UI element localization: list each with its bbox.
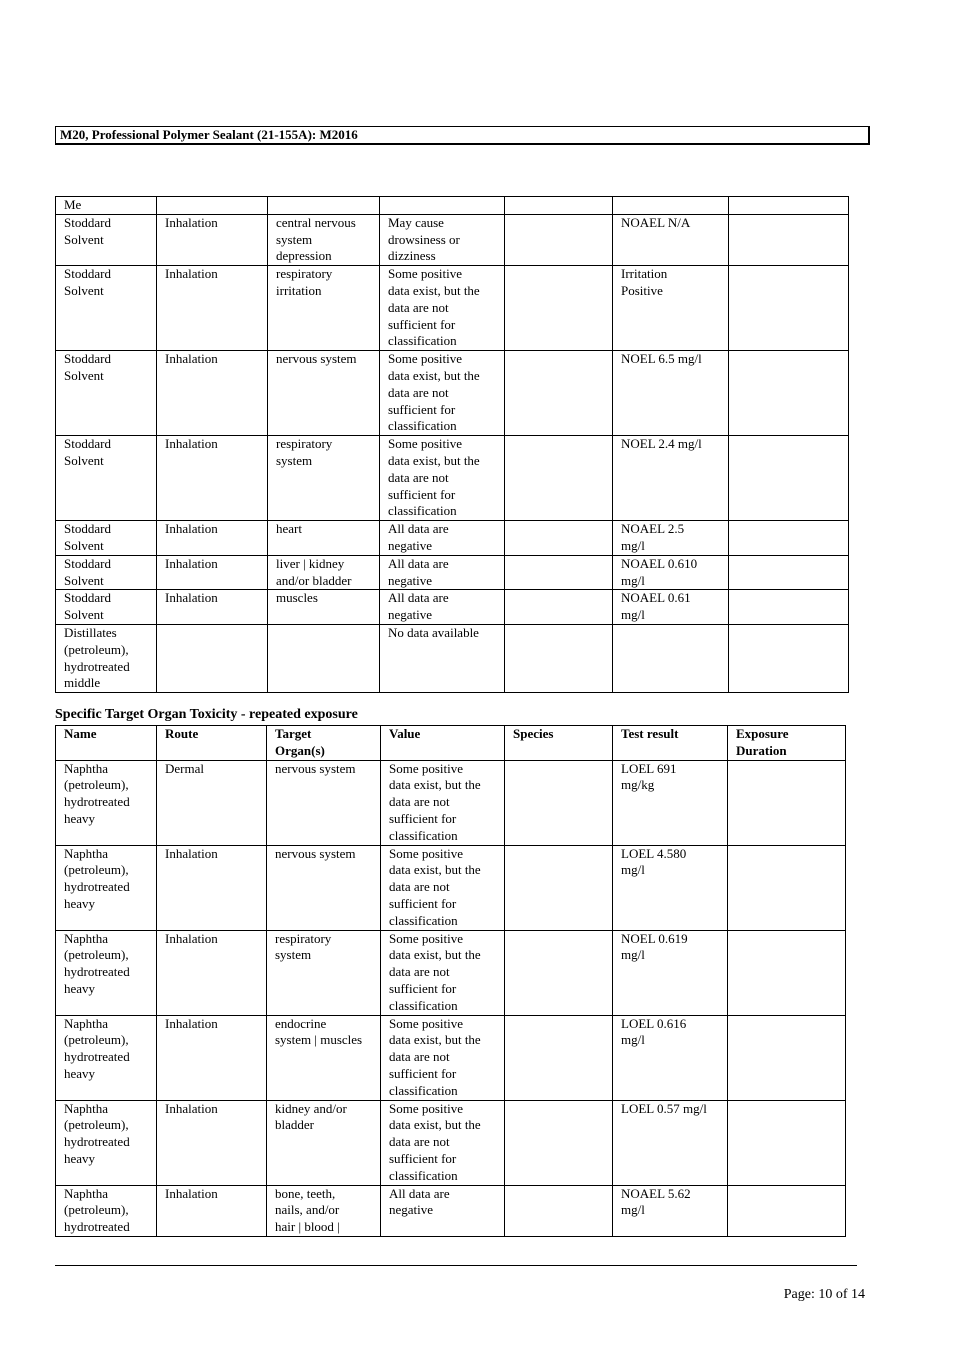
cell-name: Naphtha (petroleum), hydrotreated heavy bbox=[56, 1015, 157, 1100]
cell-exposure-duration bbox=[728, 845, 846, 930]
cell-target-organs: respiratory irritation bbox=[268, 266, 380, 351]
cell-route: Dermal bbox=[157, 760, 267, 845]
cell-test-result: LOEL 691 mg/kg bbox=[613, 760, 728, 845]
cell-value: Some positive data exist, but the data are not sufficient for classification bbox=[381, 845, 505, 930]
table-row bbox=[56, 590, 849, 625]
cell-name: Naphtha (petroleum), hydrotreated heavy bbox=[56, 760, 157, 845]
cell-value: Some positive data exist, but the data are not sufficient for classification bbox=[380, 351, 505, 436]
cell-name: Stoddard Solvent bbox=[56, 266, 157, 351]
cell-exposure-duration bbox=[729, 590, 849, 625]
cell-route: Inhalation bbox=[157, 930, 267, 1015]
cell-test-result: LOEL 0.616 mg/l bbox=[613, 1015, 728, 1100]
cell-test-result: NOAEL 2.5 mg/l bbox=[613, 521, 729, 556]
cell-species bbox=[505, 521, 613, 556]
cell-exposure-duration bbox=[729, 214, 849, 265]
table-header-row bbox=[56, 726, 846, 761]
cell-species bbox=[505, 555, 613, 590]
table-body bbox=[56, 760, 846, 1236]
cell-exposure-duration bbox=[729, 436, 849, 521]
cell-target-organs: bone, teeth, nails, and/or hair | blood | bbox=[267, 1185, 381, 1236]
header-route: Route bbox=[157, 726, 267, 761]
cell-route: Inhalation bbox=[157, 555, 268, 590]
cell-name: Naphtha (petroleum), hydrotreated bbox=[56, 1185, 157, 1236]
cell-target-organs: endocrine system | muscles bbox=[267, 1015, 381, 1100]
cell-species bbox=[505, 1185, 613, 1236]
cell-species bbox=[505, 760, 613, 845]
cell-route bbox=[157, 197, 268, 215]
cell-route: Inhalation bbox=[157, 1015, 267, 1100]
cell-species bbox=[505, 197, 613, 215]
cell-target-organs: respiratory system bbox=[268, 436, 380, 521]
cell-target-organs: kidney and/or bladder bbox=[267, 1100, 381, 1185]
cell-species bbox=[505, 436, 613, 521]
cell-test-result: NOEL 0.619 mg/l bbox=[613, 930, 728, 1015]
cell-target-organs bbox=[268, 197, 380, 215]
page-number: Page: 10 of 14 bbox=[783, 1287, 865, 1302]
cell-name: Stoddard Solvent bbox=[56, 214, 157, 265]
cell-route bbox=[157, 624, 268, 692]
cell-name: Stoddard Solvent bbox=[56, 436, 157, 521]
cell-name: Stoddard Solvent bbox=[56, 521, 157, 556]
cell-value: All data are negative bbox=[380, 555, 505, 590]
header-species: Species bbox=[505, 726, 613, 761]
cell-name: Naphtha (petroleum), hydrotreated heavy bbox=[56, 1100, 157, 1185]
cell-exposure-duration bbox=[729, 351, 849, 436]
cell-test-result: NOEL 2.4 mg/l bbox=[613, 436, 729, 521]
cell-exposure-duration bbox=[729, 266, 849, 351]
cell-value: May cause drowsiness or dizziness bbox=[380, 214, 505, 265]
table-body bbox=[56, 197, 849, 693]
cell-target-organs: nervous system bbox=[268, 351, 380, 436]
header-test-result: Test result bbox=[613, 726, 728, 761]
cell-species bbox=[505, 930, 613, 1015]
cell-target-organs: muscles bbox=[268, 590, 380, 625]
cell-exposure-duration bbox=[729, 521, 849, 556]
cell-species bbox=[505, 1015, 613, 1100]
table-row bbox=[56, 197, 849, 215]
table-row bbox=[56, 1100, 846, 1185]
cell-species bbox=[505, 845, 613, 930]
cell-exposure-duration bbox=[729, 624, 849, 692]
cell-name: Distillates (petroleum), hydrotreated middle bbox=[56, 624, 157, 692]
table-row bbox=[56, 555, 849, 590]
cell-species bbox=[505, 624, 613, 692]
cell-name: Naphtha (petroleum), hydrotreated heavy bbox=[56, 930, 157, 1015]
cell-value: All data are negative bbox=[380, 521, 505, 556]
cell-route: Inhalation bbox=[157, 1185, 267, 1236]
cell-test-result bbox=[613, 624, 729, 692]
cell-test-result: LOEL 4.580 mg/l bbox=[613, 845, 728, 930]
cell-route: Inhalation bbox=[157, 266, 268, 351]
table-row bbox=[56, 1185, 846, 1236]
table-row bbox=[56, 845, 846, 930]
cell-test-result bbox=[613, 197, 729, 215]
cell-route: Inhalation bbox=[157, 1100, 267, 1185]
cell-route: Inhalation bbox=[157, 521, 268, 556]
cell-value: Some positive data exist, but the data are not sufficient for classification bbox=[381, 1100, 505, 1185]
cell-value: Some positive data exist, but the data are not sufficient for classification bbox=[380, 266, 505, 351]
cell-exposure-duration bbox=[728, 1185, 846, 1236]
cell-name: Stoddard Solvent bbox=[56, 351, 157, 436]
cell-value: Some positive data exist, but the data are not sufficient for classification bbox=[380, 436, 505, 521]
cell-value: No data available bbox=[380, 624, 505, 692]
table-row bbox=[56, 521, 849, 556]
cell-value: Some positive data exist, but the data are not sufficient for classification bbox=[381, 1015, 505, 1100]
cell-value: All data are negative bbox=[381, 1185, 505, 1236]
cell-test-result: NOAEL 5.62 mg/l bbox=[613, 1185, 728, 1236]
section-title: Specific Target Organ Toxicity - repeated exposure bbox=[55, 707, 358, 722]
cell-exposure-duration bbox=[728, 1015, 846, 1100]
cell-target-organs: respiratory system bbox=[267, 930, 381, 1015]
header-value: Value bbox=[381, 726, 505, 761]
cell-target-organs bbox=[268, 624, 380, 692]
cell-test-result: NOAEL N/A bbox=[613, 214, 729, 265]
cell-test-result: Irritation Positive bbox=[613, 266, 729, 351]
cell-target-organs: heart bbox=[268, 521, 380, 556]
cell-name: Naphtha (petroleum), hydrotreated heavy bbox=[56, 845, 157, 930]
cell-route: Inhalation bbox=[157, 214, 268, 265]
cell-exposure-duration bbox=[728, 760, 846, 845]
cell-route: Inhalation bbox=[157, 351, 268, 436]
cell-name: Stoddard Solvent bbox=[56, 590, 157, 625]
table-row bbox=[56, 930, 846, 1015]
cell-value bbox=[380, 197, 505, 215]
cell-species bbox=[505, 351, 613, 436]
cell-route: Inhalation bbox=[157, 436, 268, 521]
cell-test-result: LOEL 0.57 mg/l bbox=[613, 1100, 728, 1185]
table-row bbox=[56, 214, 849, 265]
cell-exposure-duration bbox=[729, 197, 849, 215]
cell-value: Some positive data exist, but the data are not sufficient for classification bbox=[381, 760, 505, 845]
cell-exposure-duration bbox=[728, 1100, 846, 1185]
cell-target-organs: central nervous system depression bbox=[268, 214, 380, 265]
cell-species bbox=[505, 214, 613, 265]
cell-value: All data are negative bbox=[380, 590, 505, 625]
target-organ-toxicity-single-exposure-table-continued bbox=[55, 196, 849, 693]
cell-target-organs: nervous system bbox=[267, 845, 381, 930]
cell-species bbox=[505, 590, 613, 625]
header-name: Name bbox=[56, 726, 157, 761]
header-exposure-duration: Exposure Duration bbox=[728, 726, 846, 761]
cell-test-result: NOAEL 0.61 mg/l bbox=[613, 590, 729, 625]
table-row bbox=[56, 1015, 846, 1100]
cell-name: Me bbox=[56, 197, 157, 215]
cell-test-result: NOAEL 0.610 mg/l bbox=[613, 555, 729, 590]
table-row bbox=[56, 760, 846, 845]
table-row bbox=[56, 436, 849, 521]
cell-test-result: NOEL 6.5 mg/l bbox=[613, 351, 729, 436]
cell-species bbox=[505, 1100, 613, 1185]
document-header: M20, Professional Polymer Sealant (21-155A): M2016 bbox=[55, 126, 870, 145]
cell-value: Some positive data exist, but the data are not sufficient for classification bbox=[381, 930, 505, 1015]
cell-species bbox=[505, 266, 613, 351]
cell-route: Inhalation bbox=[157, 845, 267, 930]
cell-exposure-duration bbox=[729, 555, 849, 590]
footer-divider bbox=[55, 1265, 857, 1266]
cell-route: Inhalation bbox=[157, 590, 268, 625]
table-row bbox=[56, 351, 849, 436]
target-organ-toxicity-repeated-exposure-table bbox=[55, 725, 846, 1237]
header-target-organs: Target Organ(s) bbox=[267, 726, 381, 761]
cell-target-organs: liver | kidney and/or bladder bbox=[268, 555, 380, 590]
cell-name: Stoddard Solvent bbox=[56, 555, 157, 590]
table-row bbox=[56, 266, 849, 351]
cell-target-organs: nervous system bbox=[267, 760, 381, 845]
cell-exposure-duration bbox=[728, 930, 846, 1015]
table-row bbox=[56, 624, 849, 692]
